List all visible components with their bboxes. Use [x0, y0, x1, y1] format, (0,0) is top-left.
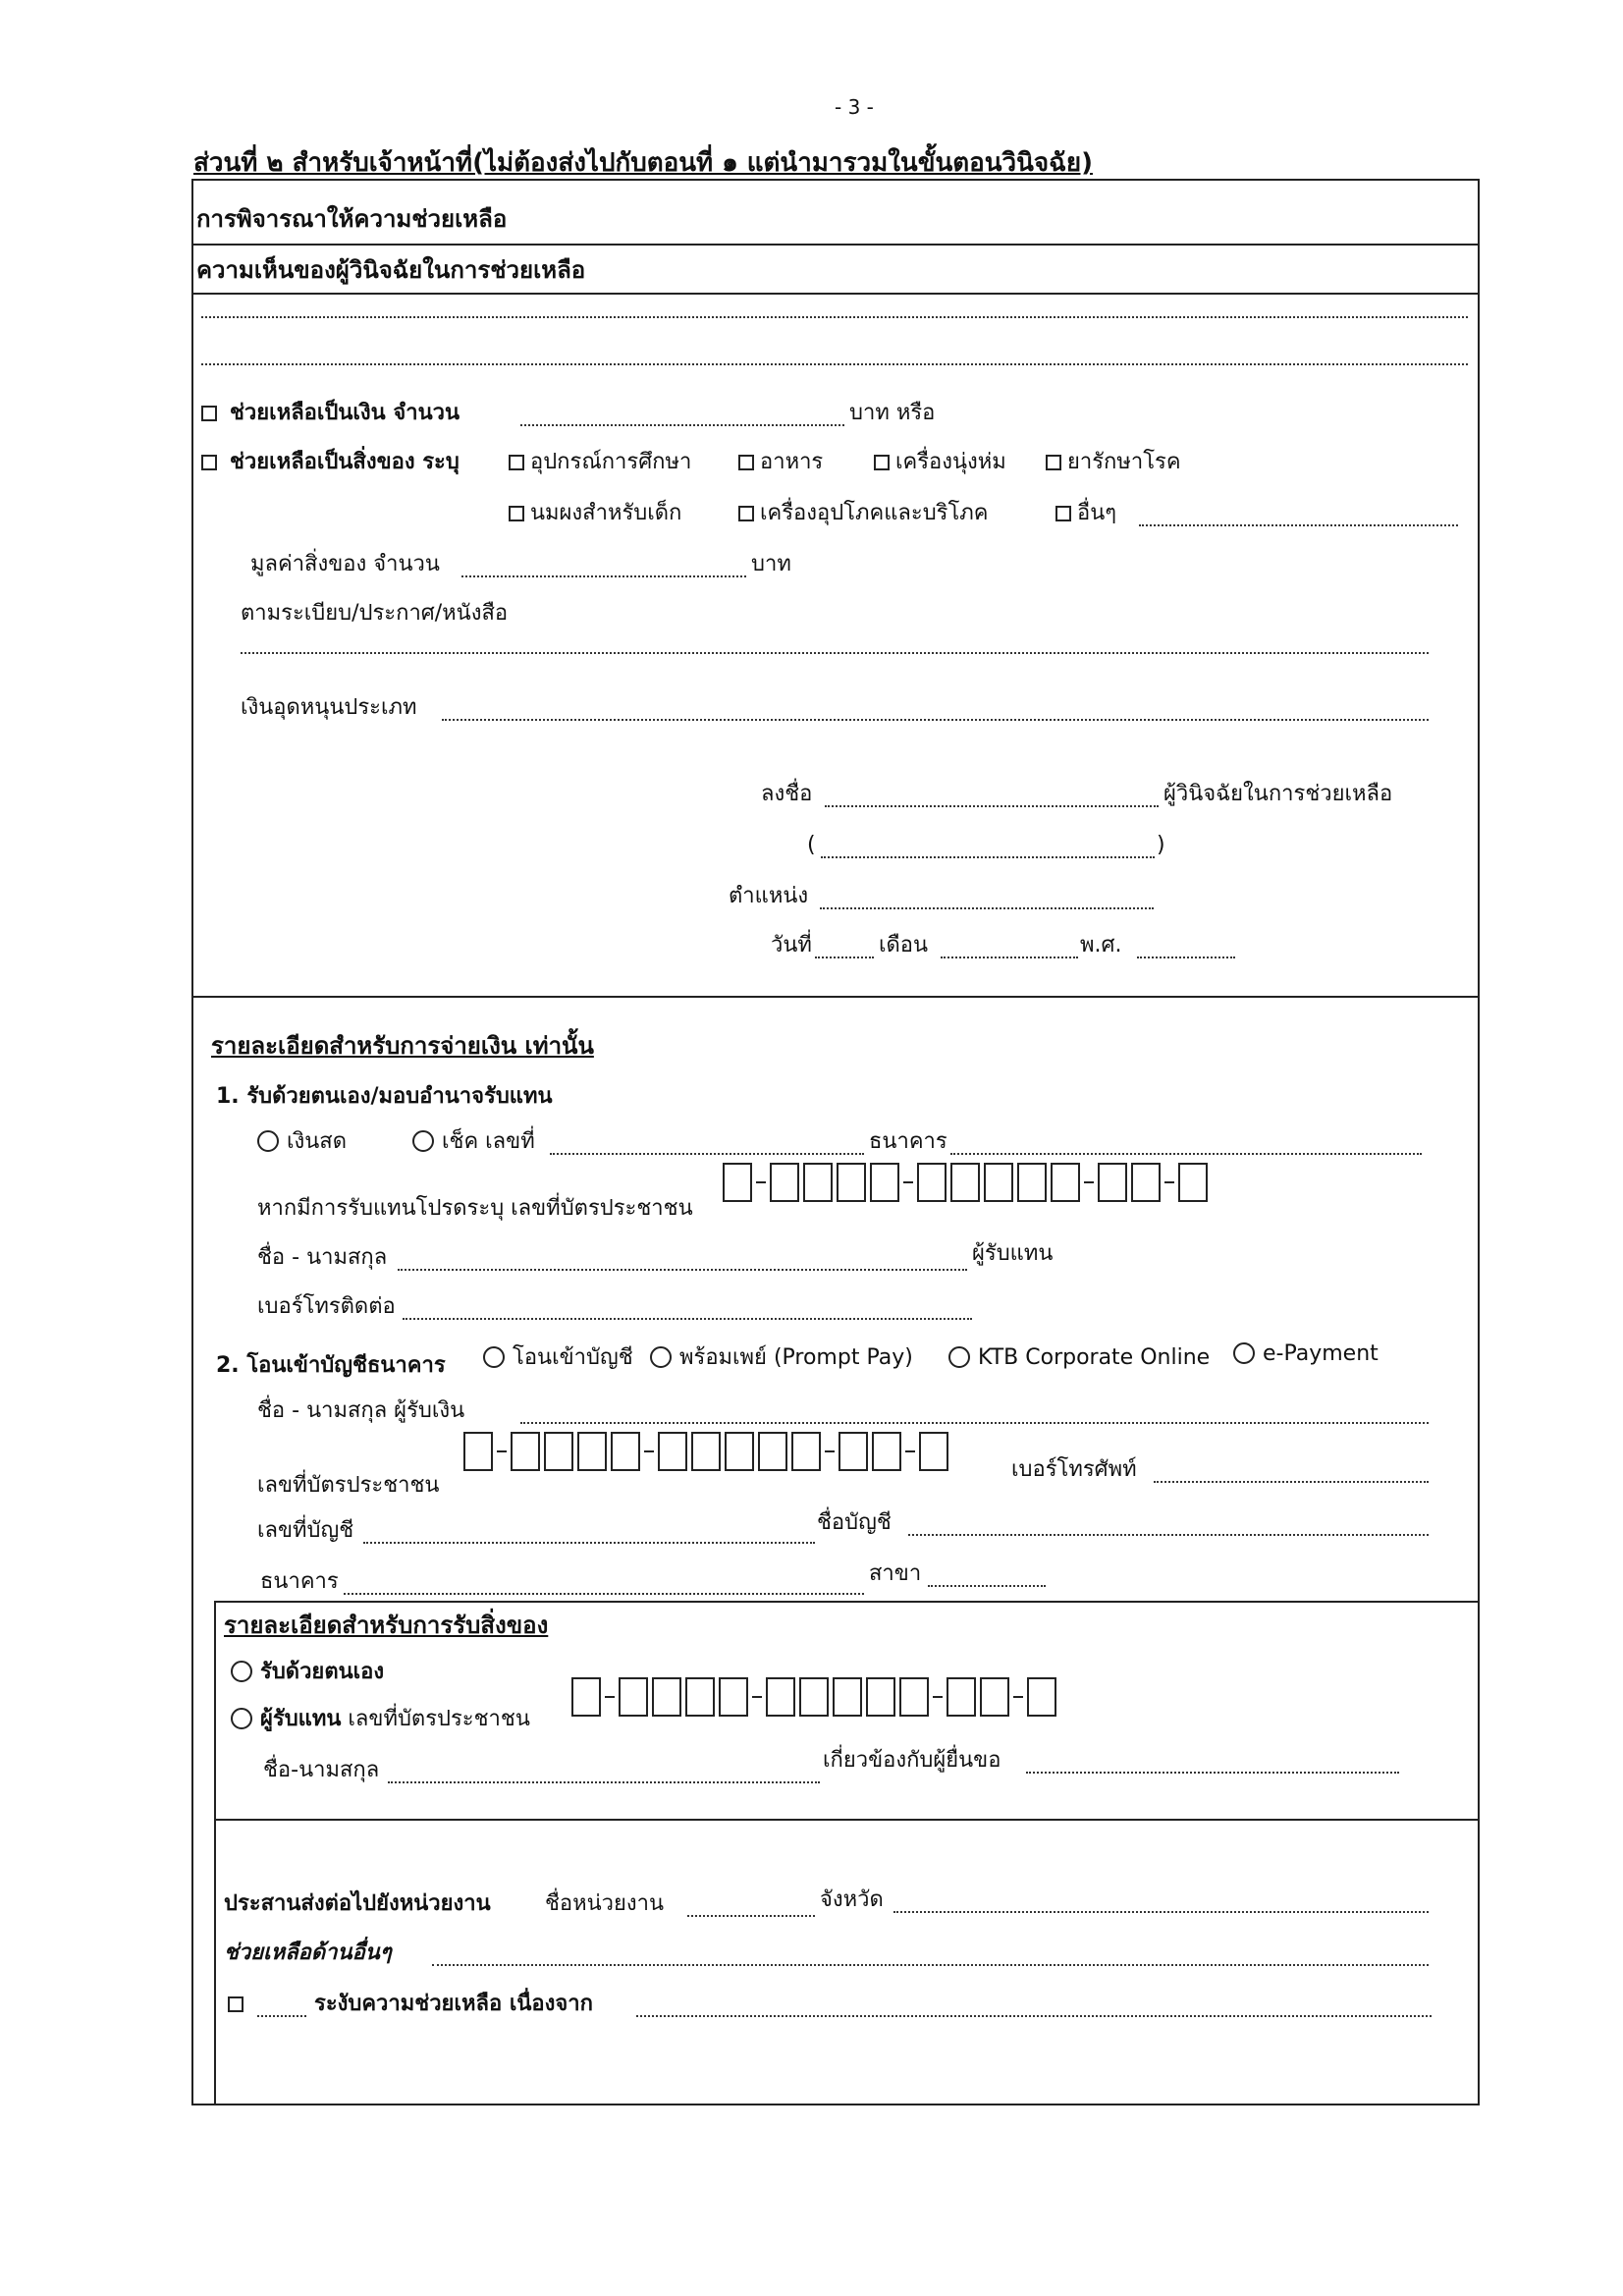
id-digit-box[interactable]: [619, 1677, 648, 1717]
goods-checkbox[interactable]: [201, 455, 217, 470]
proxy-suffix: ผู้รับแทน: [972, 1241, 1054, 1266]
account-no-label: เลขที่บัญชี: [257, 1518, 354, 1543]
transfer-option-ktb[interactable]: [948, 1345, 1210, 1370]
goods-value-label: มูลค่าสิ่งของ จำนวน: [250, 552, 440, 576]
id-digit-box[interactable]: [511, 1432, 540, 1471]
branch-label: สาขา: [869, 1561, 922, 1586]
id-separator: [933, 1696, 943, 1698]
id-digit-box[interactable]: [577, 1432, 607, 1471]
id-separator: [905, 1450, 915, 1452]
cash-option[interactable]: [257, 1129, 347, 1154]
other-goods-field[interactable]: [1139, 524, 1458, 526]
id-digit-box[interactable]: [799, 1677, 829, 1717]
id-separator: [756, 1181, 766, 1183]
account-no-field[interactable]: [363, 1542, 815, 1544]
goods-receipt-title: รายละเอียดสำหรับการรับสิ่งของ: [224, 1612, 549, 1639]
id-digit-box[interactable]: [1178, 1163, 1208, 1202]
frame-left: [191, 179, 193, 2104]
goods-value-suffix: บาท: [751, 552, 791, 576]
id-separator: [605, 1696, 615, 1698]
id-digit-box[interactable]: [1051, 1163, 1080, 1202]
relation-label: เกี่ยวข้องกับผู้ยื่นขอ: [823, 1748, 1001, 1773]
id-digit-box[interactable]: [1131, 1163, 1161, 1202]
other-help-label: ช่วยเหลือด้านอื่นๆ: [224, 1941, 392, 1965]
agency-field[interactable]: [687, 1915, 815, 1917]
page-number: - 3 -: [835, 95, 874, 119]
medicine-label: ยารักษาโรค: [1067, 450, 1181, 474]
transfer-account-radio[interactable]: [483, 1346, 505, 1368]
money-checkbox[interactable]: [201, 406, 217, 421]
milk-label: นมผงสำหรับเด็ก: [530, 501, 682, 525]
id-digit-box[interactable]: [758, 1432, 787, 1471]
year-field[interactable]: [1137, 957, 1235, 958]
divider: [191, 244, 1478, 246]
bank2-label: ธนาคาร: [260, 1569, 339, 1594]
id-separator: [1164, 1181, 1174, 1183]
id-digit-box[interactable]: [870, 1163, 899, 1202]
id-digit-box[interactable]: [803, 1163, 833, 1202]
id-digit-box[interactable]: [770, 1163, 799, 1202]
year-label: พ.ศ.: [1080, 933, 1122, 957]
id-digit-box[interactable]: [950, 1163, 980, 1202]
receiver-name-field[interactable]: [388, 1781, 820, 1783]
subsidy-field[interactable]: [442, 719, 1429, 721]
suspend-option[interactable]: [228, 1992, 249, 2016]
id-digit-box[interactable]: [723, 1163, 752, 1202]
bank-label: ธนาคาร: [869, 1129, 947, 1154]
proxy-name-label: ชื่อ - นามสกุล: [257, 1245, 388, 1270]
other-label: อื่นๆ: [1077, 501, 1117, 525]
id-digit-box[interactable]: [837, 1163, 866, 1202]
cash-label: เงินสด: [287, 1129, 348, 1154]
id-digit-box[interactable]: [872, 1432, 901, 1471]
id-digit-box[interactable]: [899, 1677, 929, 1717]
branch-field[interactable]: [928, 1585, 1046, 1587]
id-digit-box[interactable]: [984, 1163, 1013, 1202]
id-digit-box[interactable]: [866, 1677, 895, 1717]
day-field[interactable]: [815, 957, 874, 958]
agency-label: ชื่อหน่วยงาน: [545, 1891, 665, 1916]
payee-name-field[interactable]: [520, 1422, 1429, 1424]
ktb-radio[interactable]: [948, 1346, 970, 1368]
epayment-radio[interactable]: [1233, 1342, 1255, 1364]
other-help-field[interactable]: [432, 1964, 1429, 1966]
date-label: วันที่: [771, 933, 812, 957]
goods-value-field[interactable]: [461, 575, 746, 577]
id-digit-box[interactable]: [691, 1432, 721, 1471]
suspend-reason-field[interactable]: [636, 2015, 1432, 2017]
self-receive-label: รับด้วยตนเอง: [260, 1660, 385, 1684]
transfer-option-account[interactable]: [483, 1345, 633, 1370]
transfer-account-label: โอนเข้าบัญชี: [513, 1345, 633, 1370]
consideration-title: การพิจารณาให้ความช่วยเหลือ: [196, 205, 508, 233]
divider: [191, 293, 1478, 295]
education-checkbox[interactable]: [509, 455, 524, 470]
regulation-label: ตามระเบียบ/ประกาศ/หนังสือ: [241, 601, 509, 626]
id-digit-box[interactable]: [839, 1432, 868, 1471]
section-divider: [214, 1819, 1478, 1821]
cheque-number-field[interactable]: [550, 1153, 864, 1155]
sign-suffix: ผู้วินิจฉัยในการช่วยเหลือ: [1163, 782, 1393, 806]
suspend-label: ระงับความช่วยเหลือ เนื่องจาก: [314, 1992, 593, 2016]
goods-option-food[interactable]: [738, 450, 823, 474]
id-digit-box[interactable]: [766, 1677, 795, 1717]
id-digit-box[interactable]: [463, 1432, 493, 1471]
money-amount-field[interactable]: [520, 424, 844, 426]
proxy-receive-label: ผู้รับแทน: [260, 1707, 342, 1731]
ktb-label: KTB Corporate Online: [978, 1345, 1211, 1370]
receiver-name-label: ชื่อ-นามสกุล: [263, 1758, 380, 1782]
payment-item1-title: 1. รับด้วยตนเอง/มอบอำนาจรับแทน: [216, 1084, 553, 1109]
position-field[interactable]: [820, 907, 1154, 909]
proxy-receive-option[interactable]: [231, 1707, 530, 1731]
frame-right: [1478, 179, 1480, 2104]
milk-checkbox[interactable]: [509, 506, 524, 521]
cheque-option[interactable]: [412, 1129, 535, 1154]
self-receive-radio[interactable]: [231, 1661, 252, 1682]
id-digit-box[interactable]: [919, 1432, 948, 1471]
proxy-receive-id-label: เลขที่บัตรประชาชน: [348, 1707, 530, 1731]
id-digit-box[interactable]: [791, 1432, 821, 1471]
cheque-label: เช็ค เลขที่: [442, 1129, 535, 1154]
id-digit-box[interactable]: [833, 1677, 862, 1717]
printed-name-field[interactable]: [821, 856, 1155, 858]
month-label: เดือน: [879, 933, 929, 957]
money-suffix: บาท หรือ: [849, 401, 936, 425]
promptpay-label: พร้อมเพย์ (Prompt Pay): [679, 1345, 913, 1370]
goods-section-left: [214, 1601, 216, 2104]
id-separator: [752, 1696, 762, 1698]
id-digit-box[interactable]: [1027, 1677, 1056, 1717]
opinion-title: ความเห็นของผู้วินิจฉัยในการช่วยเหลือ: [196, 256, 586, 284]
food-label: อาหาร: [760, 450, 824, 474]
forward-label: ประสานส่งต่อไปยังหน่วยงาน: [224, 1891, 491, 1916]
education-label: อุปกรณ์การศึกษา: [530, 450, 692, 474]
transfer-option-epayment[interactable]: [1233, 1341, 1379, 1366]
goods-option-clothing[interactable]: [874, 450, 1006, 474]
id-digit-box[interactable]: [980, 1677, 1009, 1717]
id-digit-box[interactable]: [1017, 1163, 1047, 1202]
id-digit-box[interactable]: [917, 1163, 947, 1202]
section-divider: [191, 996, 1478, 998]
id-separator: [497, 1450, 507, 1452]
consumer-checkbox[interactable]: [738, 506, 754, 521]
clothing-label: เครื่องนุ่งห่ม: [895, 450, 1006, 474]
id-digit-box[interactable]: [1098, 1163, 1127, 1202]
self-receive-option[interactable]: [231, 1660, 384, 1684]
id-separator: [1084, 1181, 1094, 1183]
bank2-field[interactable]: [344, 1593, 864, 1595]
id-digit-box[interactable]: [571, 1677, 601, 1717]
consumer-label: เครื่องอุปโภคและบริโภค: [760, 501, 989, 525]
phone2-field[interactable]: [1154, 1481, 1429, 1483]
month-field[interactable]: [941, 957, 1078, 958]
signature-field[interactable]: [825, 805, 1159, 807]
frame-bottom: [191, 2104, 1480, 2105]
cash-radio[interactable]: [257, 1130, 279, 1152]
goods-option-other[interactable]: [1055, 501, 1116, 525]
phone-field[interactable]: [403, 1318, 972, 1320]
payment-item2-title: 2. โอนเข้าบัญชีธนาคาร: [216, 1353, 446, 1378]
other-checkbox[interactable]: [1055, 506, 1071, 521]
suspend-prefix-field[interactable]: [257, 2015, 306, 2017]
opinion-line-2[interactable]: [201, 363, 1468, 365]
suspend-checkbox[interactable]: [228, 1996, 243, 2012]
id-digit-box[interactable]: [719, 1677, 748, 1717]
id-separator: [1013, 1696, 1023, 1698]
id-digit-box[interactable]: [658, 1432, 687, 1471]
section-divider: [214, 1601, 1478, 1603]
proxy-id-label: หากมีการรับแทนโปรดระบุ เลขที่บัตรประชาชน: [257, 1196, 693, 1221]
id-digit-box[interactable]: [685, 1677, 715, 1717]
id-digit-box[interactable]: [544, 1432, 573, 1471]
payee-name-label: ชื่อ - นามสกุล ผู้รับเงิน: [257, 1398, 465, 1423]
regulation-field[interactable]: [241, 652, 1429, 654]
promptpay-radio[interactable]: [650, 1346, 672, 1368]
proxy-name-field[interactable]: [398, 1269, 967, 1271]
id-digit-box[interactable]: [947, 1677, 976, 1717]
clothing-checkbox[interactable]: [874, 455, 890, 470]
position-label: ตำแหน่ง: [729, 884, 809, 908]
phone2-label: เบอร์โทรศัพท์: [1011, 1457, 1137, 1482]
goods-option-medicine[interactable]: [1046, 450, 1181, 474]
subsidy-label: เงินอุดหนุนประเภท: [241, 695, 417, 720]
opinion-line-1[interactable]: [201, 316, 1468, 318]
goods-option: [201, 450, 460, 474]
bank-field[interactable]: [950, 1153, 1422, 1155]
part-heading: ส่วนที่ ๒ สำหรับเจ้าหน้าที่(ไม่ต้องส่งไปกับตอนที่ ๑ แต่นำมารวมในขั้นตอนวินิจฉัย): [193, 148, 1093, 178]
goods-option-education[interactable]: [509, 450, 691, 474]
goods-option-milk[interactable]: [509, 501, 681, 525]
goods-option-consumer[interactable]: [738, 501, 989, 525]
food-checkbox[interactable]: [738, 455, 754, 470]
sign-label: ลงชื่อ: [761, 782, 813, 806]
epayment-label: e-Payment: [1263, 1341, 1379, 1366]
frame-top: [191, 179, 1478, 181]
goods-label: ช่วยเหลือเป็นสิ่งของ ระบุ: [230, 450, 460, 474]
receiver-id-boxes[interactable]: [571, 1677, 1060, 1717]
medicine-checkbox[interactable]: [1046, 455, 1061, 470]
account-name-label: ชื่อบัญชี: [817, 1510, 892, 1535]
province-label: จังหวัด: [820, 1887, 884, 1912]
proxy-id-boxes[interactable]: [723, 1163, 1212, 1202]
proxy-receive-radio[interactable]: [231, 1708, 252, 1729]
paren-close: ): [1157, 833, 1165, 857]
payee-id-boxes[interactable]: [463, 1432, 952, 1471]
phone-label: เบอร์โทรติดต่อ: [257, 1294, 396, 1319]
account-name-field[interactable]: [908, 1534, 1429, 1536]
money-option: [201, 401, 460, 425]
province-field[interactable]: [893, 1911, 1429, 1913]
id-separator: [903, 1181, 913, 1183]
transfer-option-promptpay[interactable]: [650, 1345, 913, 1370]
id-separator: [644, 1450, 654, 1452]
payment-title: รายละเอียดสำหรับการจ่ายเงิน เท่านั้น: [211, 1032, 594, 1060]
cheque-radio[interactable]: [412, 1130, 434, 1152]
relation-field[interactable]: [1026, 1772, 1399, 1774]
id-digit-box[interactable]: [725, 1432, 754, 1471]
id-digit-box[interactable]: [611, 1432, 640, 1471]
id-card-label: เลขที่บัตรประชาชน: [257, 1473, 440, 1498]
id-digit-box[interactable]: [652, 1677, 681, 1717]
money-label: ช่วยเหลือเป็นเงิน จำนวน: [230, 401, 460, 425]
id-separator: [825, 1450, 835, 1452]
paren-open: (: [807, 833, 816, 857]
